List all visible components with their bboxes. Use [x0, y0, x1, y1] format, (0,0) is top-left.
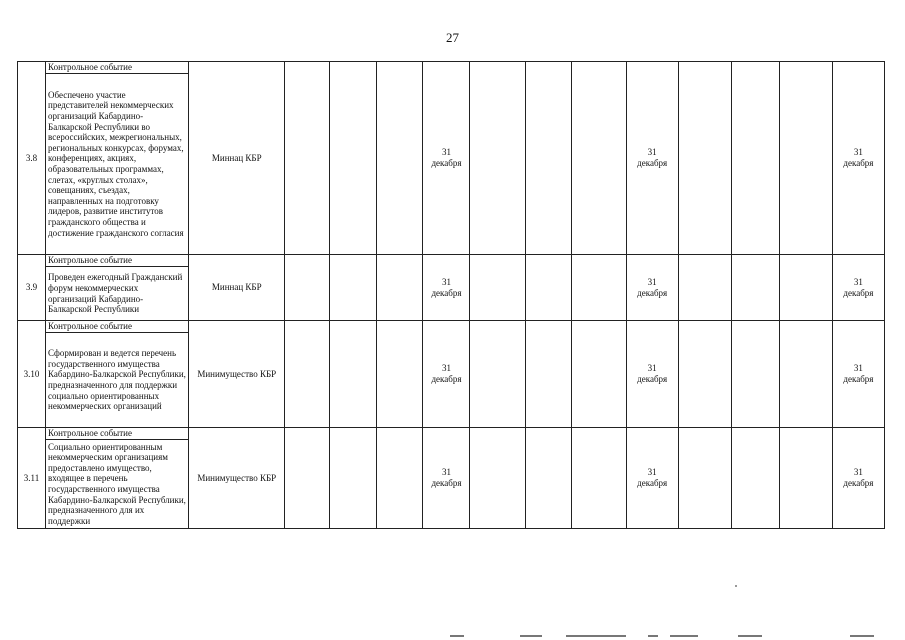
deadline-day: 31: [647, 276, 657, 287]
page-number: 27: [446, 30, 459, 45]
empty-cell: [330, 255, 377, 321]
deadline-cell: [832, 62, 884, 255]
control-events-table: [17, 61, 885, 529]
deadline-month: декабря: [431, 478, 462, 488]
empty-cell: [285, 321, 330, 428]
deadline-day: 31: [647, 363, 657, 374]
empty-cell: [571, 255, 626, 321]
empty-cell: [525, 255, 571, 321]
table-row: [18, 321, 885, 333]
executor: Миннац КБР: [189, 255, 285, 321]
empty-cell: [525, 428, 571, 529]
empty-cell: [377, 62, 423, 255]
empty-cell: [285, 428, 330, 529]
deadline-cell: [626, 321, 678, 428]
deadline-day: 31: [647, 147, 657, 158]
deadline-day: 31: [441, 467, 451, 478]
empty-cell: [731, 321, 779, 428]
deadline-month: декабря: [843, 158, 874, 168]
deadline-cell: [626, 62, 678, 255]
empty-cell: [377, 428, 423, 529]
deadline-month: декабря: [637, 287, 668, 298]
deadline-month: декабря: [637, 374, 668, 384]
deadline-month: декабря: [431, 287, 462, 298]
empty-cell: [678, 62, 731, 255]
row-number: 3.11: [18, 428, 46, 529]
empty-cell: [285, 255, 330, 321]
row-number: 3.8: [18, 62, 46, 255]
event-description: Сформирован и ведется перечень государственного имущества Кабардино-Балкарской Республики, предназначенного для поддержки социально ориентированных некоммерческих организаций: [46, 333, 189, 428]
event-type: Контрольное событие: [46, 428, 189, 440]
deadline-day: 31: [441, 276, 451, 287]
empty-cell: [330, 428, 377, 529]
empty-cell: [525, 62, 571, 255]
empty-cell: [525, 321, 571, 428]
empty-cell: [470, 62, 525, 255]
deadline-month: декабря: [637, 158, 668, 168]
deadline-day: 31: [441, 147, 451, 158]
deadline-cell: [423, 255, 470, 321]
deadline-cell: [832, 321, 884, 428]
event-description: Проведен ежегодный Гражданский форум некоммерческих организаций Кабардино-Балкарской Республики: [46, 267, 189, 321]
row-number: 3.9: [18, 255, 46, 321]
deadline-cell: [423, 62, 470, 255]
deadline-cell: [626, 428, 678, 529]
empty-cell: [678, 428, 731, 529]
empty-cell: [779, 321, 832, 428]
empty-cell: [377, 321, 423, 428]
row-number: 3.10: [18, 321, 46, 428]
empty-cell: [779, 428, 832, 529]
empty-cell: [779, 62, 832, 255]
empty-cell: [571, 428, 626, 529]
executor: Минимущество КБР: [189, 321, 285, 428]
empty-cell: [779, 255, 832, 321]
deadline-cell: [832, 255, 884, 321]
deadline-day: 31: [441, 363, 451, 374]
table-row: [18, 255, 885, 267]
deadline-month: декабря: [637, 478, 668, 488]
empty-cell: [330, 321, 377, 428]
deadline-cell: [626, 255, 678, 321]
deadline-month: декабря: [843, 374, 874, 384]
deadline-month: декабря: [431, 374, 462, 384]
empty-cell: [470, 428, 525, 529]
empty-cell: [731, 428, 779, 529]
event-description: Обеспечено участие представителей некоммерческих организаций Кабардино-Балкарской Республики во всероссийских, межрегиональных, региональных конкурсах, форумах, конференциях, акциях, образовательных программах, слетах, «круглых столах», совещаниях, съездах, направленных на подготовку лидеров, развитие институтов гражданского общества и достижение гражданского согласия: [46, 74, 189, 255]
event-description: Социально ориентированным некоммерческим организациям предоставлено имущество, входящее в перечень государственного имущества Кабардино-Балкарской Республики, предназначенного для их поддержки: [46, 440, 189, 529]
deadline-day: 31: [647, 467, 657, 478]
deadline-cell: [423, 428, 470, 529]
empty-cell: [731, 62, 779, 255]
empty-cell: [731, 255, 779, 321]
executor: Минимущество КБР: [189, 428, 285, 529]
event-type: Контрольное событие: [46, 321, 189, 333]
empty-cell: [285, 62, 330, 255]
deadline-cell: [423, 321, 470, 428]
deadline-day: 31: [853, 276, 863, 287]
cropped-footer-text: [440, 631, 880, 640]
executor: Миннац КБР: [189, 62, 285, 255]
deadline-day: 31: [853, 147, 863, 158]
empty-cell: [571, 321, 626, 428]
table-row: [18, 62, 885, 74]
event-type: Контрольное событие: [46, 62, 189, 74]
table-row: [18, 428, 885, 440]
deadline-day: 31: [853, 467, 863, 478]
deadline-month: декабря: [843, 287, 874, 298]
event-type: Контрольное событие: [46, 255, 189, 267]
deadline-cell: [832, 428, 884, 529]
empty-cell: [678, 321, 731, 428]
empty-cell: [377, 255, 423, 321]
scan-speck: [735, 585, 737, 587]
deadline-day: 31: [853, 363, 863, 374]
empty-cell: [571, 62, 626, 255]
empty-cell: [470, 321, 525, 428]
deadline-month: декабря: [843, 478, 874, 488]
empty-cell: [330, 62, 377, 255]
empty-cell: [470, 255, 525, 321]
empty-cell: [678, 255, 731, 321]
deadline-month: декабря: [431, 158, 462, 168]
